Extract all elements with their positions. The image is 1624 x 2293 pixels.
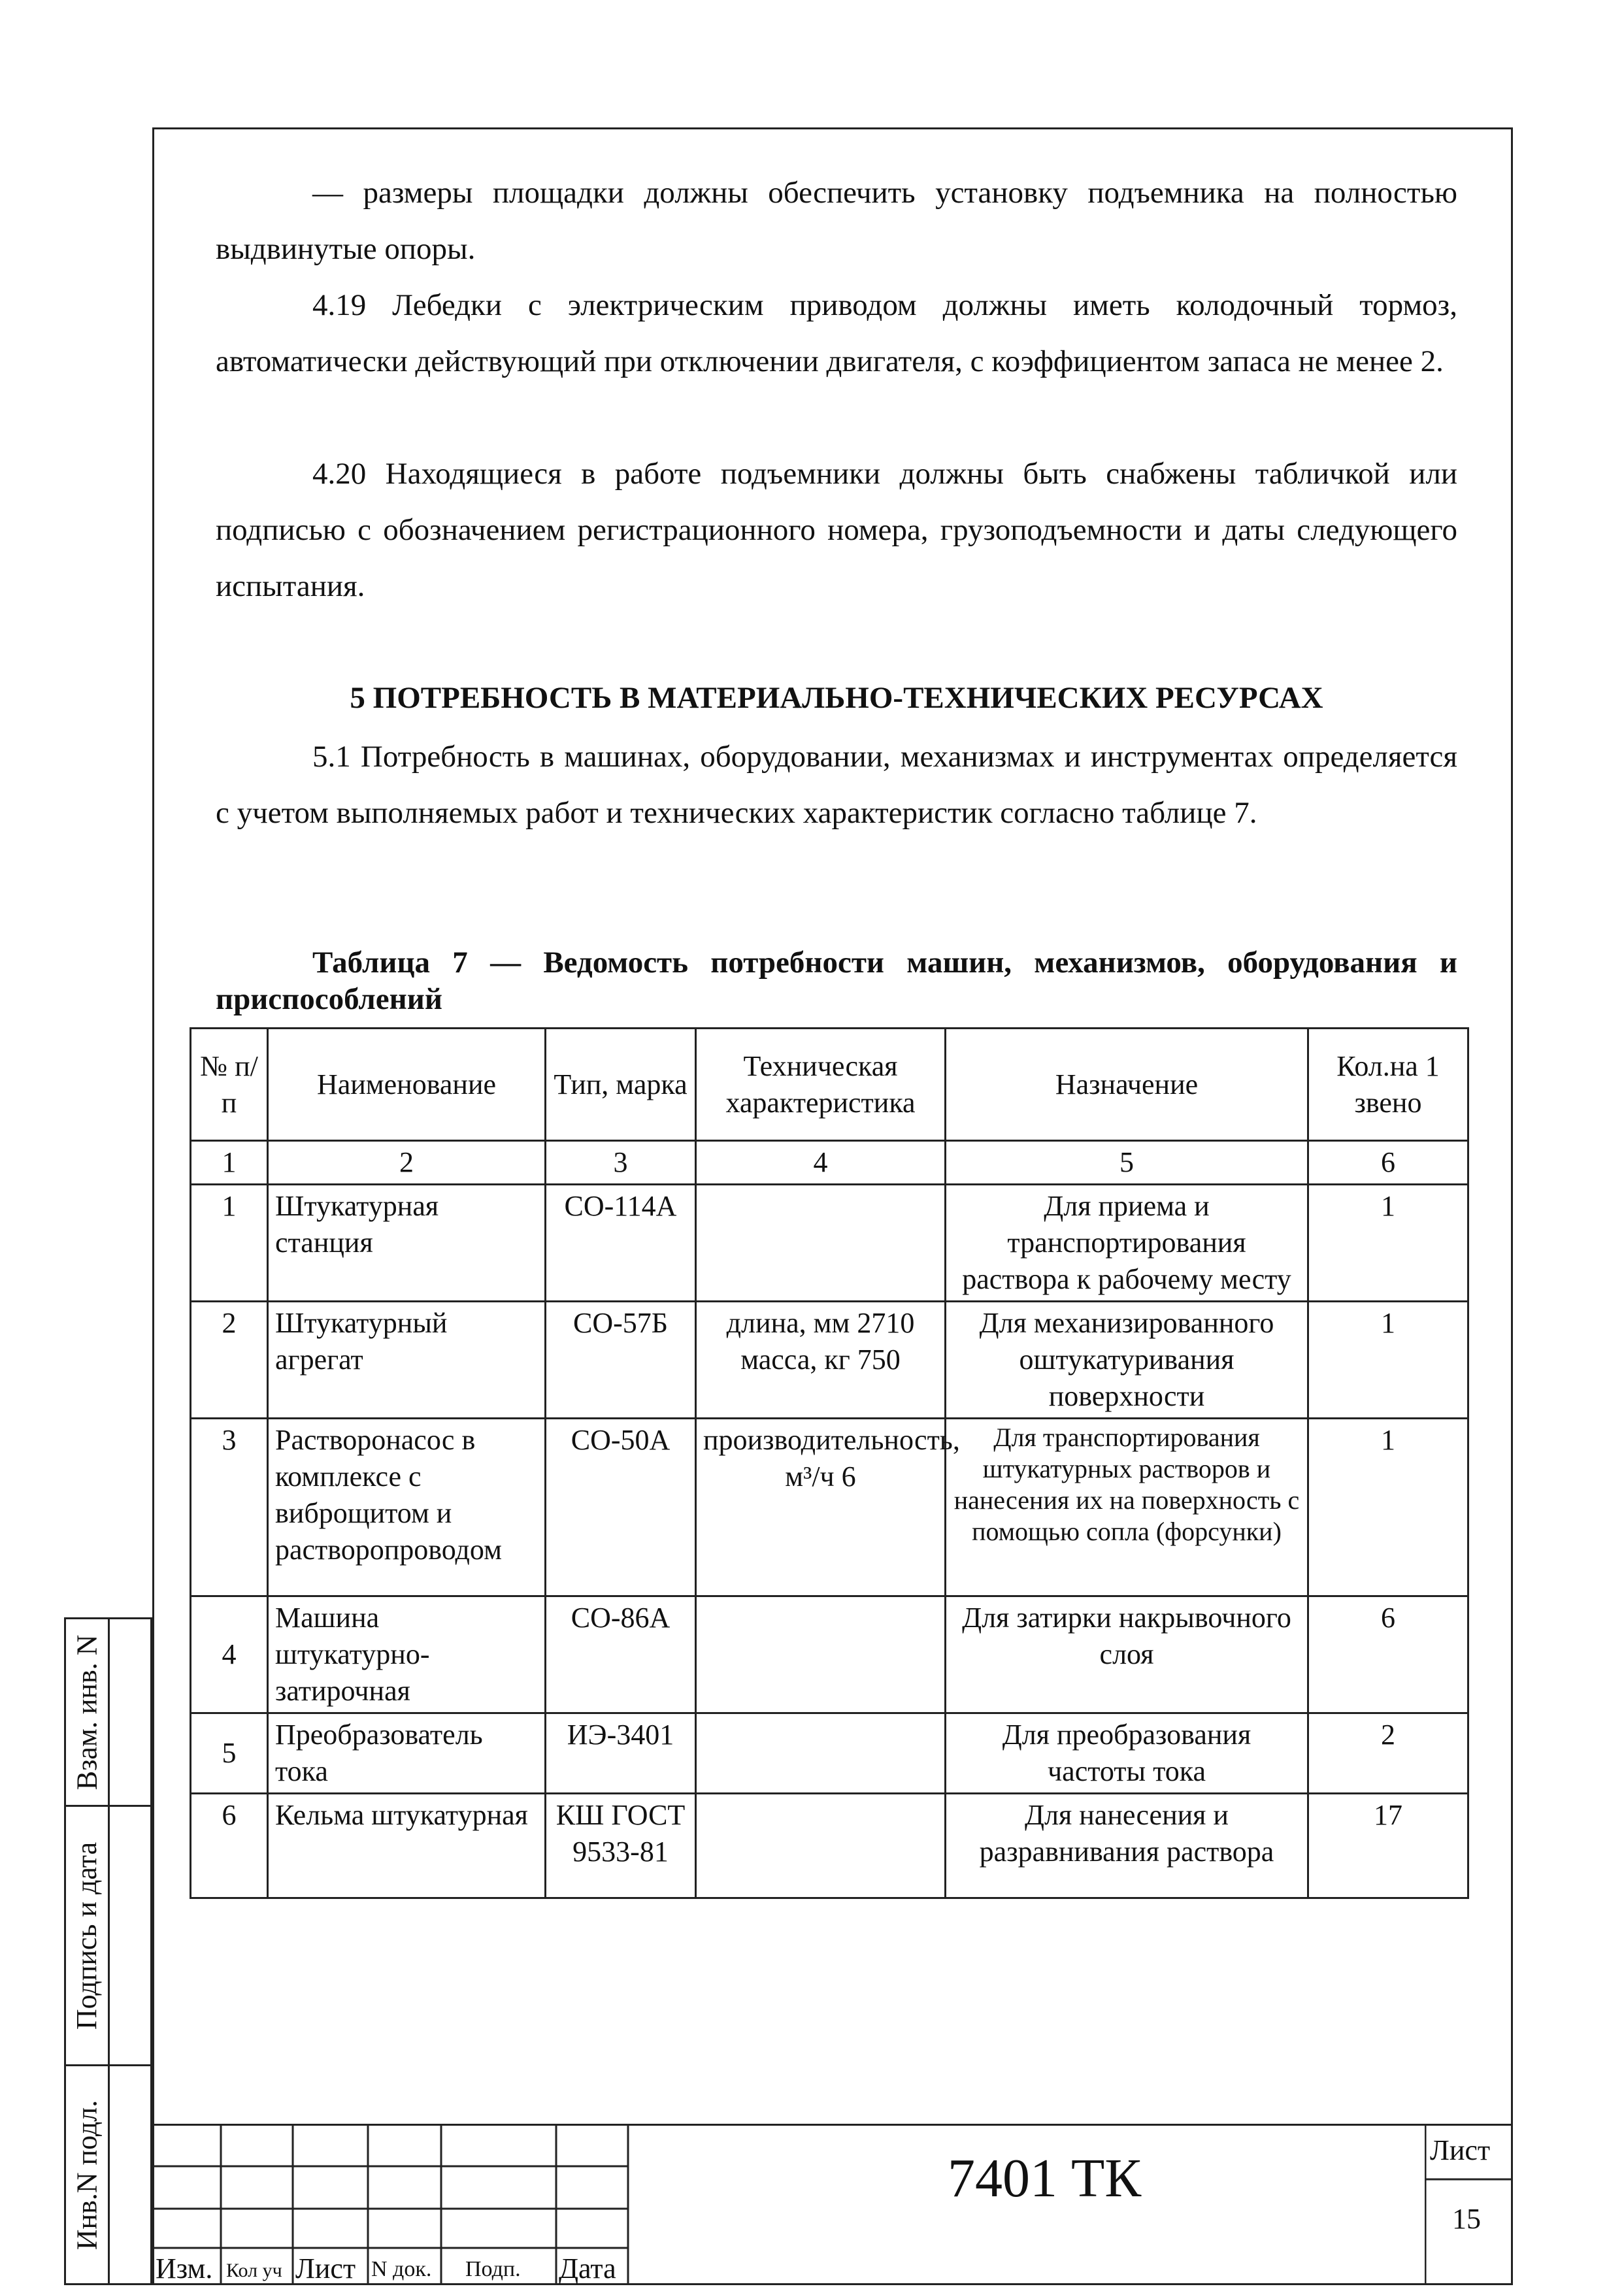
paragraph-4-19: 4.19 Лебедки с электрическим приводом должны иметь колодочный тормоз, автоматически действующий при отключении двигателя, с коэффициентом запаса не менее 2. [216, 288, 1457, 378]
header-number: № п/п [191, 1029, 268, 1141]
tb-label-izm: Изм. [156, 2252, 213, 2285]
tb-label-kol-uch: Кол уч [226, 2260, 282, 2281]
row-purpose: Для транспортирования штукатурных растворов и нанесения их на поверхность с помощью сопла (форсунки) [946, 1419, 1308, 1596]
row-purpose: Для преобразования частоты тока [946, 1713, 1308, 1794]
document-code: 7401 ТК [948, 2148, 1142, 2209]
row-number: 3 [191, 1419, 268, 1596]
row-type: СО-86А [546, 1596, 696, 1713]
equipment-table [190, 1027, 1469, 1899]
side-stamp-inv-label: Инв.N подл. [71, 2100, 103, 2250]
col-number: 2 [268, 1141, 546, 1185]
row-spec [696, 1185, 946, 1302]
header-quantity: Кол.на 1 звено [1308, 1029, 1468, 1141]
table-row [191, 1596, 1468, 1713]
table-row [191, 1185, 1468, 1302]
col-number: 4 [696, 1141, 946, 1185]
table-header-row [191, 1029, 1468, 1141]
header-spec: Техническая характеристика [696, 1029, 946, 1141]
row-quantity: 2 [1308, 1713, 1468, 1794]
column-number-row [191, 1141, 1468, 1185]
side-stamp-vzam [64, 1617, 152, 1807]
section-heading: 5 ПОТРЕБНОСТЬ В МАТЕРИАЛЬНО-ТЕХНИЧЕСКИХ РЕСУРСАХ [350, 681, 1323, 715]
row-number: 4 [191, 1596, 268, 1713]
row-spec: длина, мм 2710 масса, кг 750 [696, 1302, 946, 1419]
row-type: СО-50А [546, 1419, 696, 1596]
header-purpose: Назначение [946, 1029, 1308, 1141]
row-number: 5 [191, 1713, 268, 1794]
header-name: Наименование [268, 1029, 546, 1141]
paragraph-opory: — размеры площадки должны обеспечить установку подъемника на полностью выдвинутые опоры. [216, 176, 1457, 266]
row-spec [696, 1596, 946, 1713]
row-type: СО-57Б [546, 1302, 696, 1419]
side-stamp-podpis-label: Подпись и дата [71, 1841, 103, 2030]
tb-label-data: Дата [559, 2252, 616, 2285]
table-row [191, 1419, 1468, 1596]
row-purpose: Для приема и транспортирования раствора к рабочему месту [946, 1185, 1308, 1302]
row-type: ИЭ-3401 [546, 1713, 696, 1794]
tb-label-list: Лист [295, 2252, 356, 2285]
row-spec [696, 1713, 946, 1794]
row-quantity: 1 [1308, 1185, 1468, 1302]
tb-label-n-dok: N док. [371, 2257, 432, 2281]
row-quantity: 1 [1308, 1302, 1468, 1419]
tb-label-podp: Подп. [465, 2257, 521, 2281]
table-row [191, 1302, 1468, 1419]
paragraph-4-20: 4.20 Находящиеся в работе подъемники должны быть снабжены табличкой или подписью с обозначением регистрационного номера, грузоподъемности и даты следующего испытания. [216, 457, 1457, 603]
side-stamp-vzam-label: Взам. инв. N [71, 1634, 103, 1790]
row-spec [696, 1794, 946, 1898]
row-number: 6 [191, 1794, 268, 1898]
table-row [191, 1794, 1468, 1898]
row-type: КШ ГОСТ 9533-81 [546, 1794, 696, 1898]
row-spec: производительность, м³/ч 6 [696, 1419, 946, 1596]
table-caption: Таблица 7 — Ведомость потребности машин, механизмов, оборудования и приспособлений [216, 946, 1457, 1016]
row-name: Преобразователь тока [268, 1713, 546, 1794]
row-quantity: 6 [1308, 1596, 1468, 1713]
header-type: Тип, марка [546, 1029, 696, 1141]
row-number: 1 [191, 1185, 268, 1302]
row-number: 2 [191, 1302, 268, 1419]
row-name: Растворонасос в комплексе с виброщитом и растворопроводом [268, 1419, 546, 1596]
row-purpose: Для затирки накрывочного слоя [946, 1596, 1308, 1713]
col-number: 1 [191, 1141, 268, 1185]
col-number: 6 [1308, 1141, 1468, 1185]
side-stamp-podpis [64, 1805, 152, 2066]
row-name: Штукатурная станция [268, 1185, 546, 1302]
row-name: Машина штукатурно-затирочная [268, 1596, 546, 1713]
row-quantity: 1 [1308, 1419, 1468, 1596]
row-purpose: Для нанесения и разравнивания раствора [946, 1794, 1308, 1898]
sheet-label: Лист [1430, 2134, 1491, 2166]
paragraph-5-1: 5.1 Потребность в машинах, оборудовании, механизмах и инструментах определяется с учетом выполняемых работ и технических характеристик согласно таблице 7. [216, 740, 1457, 830]
row-purpose: Для механизированного оштукатуривания поверхности [946, 1302, 1308, 1419]
col-number: 5 [946, 1141, 1308, 1185]
sheet-number: 15 [1452, 2203, 1481, 2235]
row-quantity: 17 [1308, 1794, 1468, 1898]
row-type: СО-114А [546, 1185, 696, 1302]
row-name: Штукатурный агрегат [268, 1302, 546, 1419]
table-row [191, 1713, 1468, 1794]
row-name: Кельма штукатурная [268, 1794, 546, 1898]
side-stamp-inv [64, 2064, 152, 2285]
col-number: 3 [546, 1141, 696, 1185]
